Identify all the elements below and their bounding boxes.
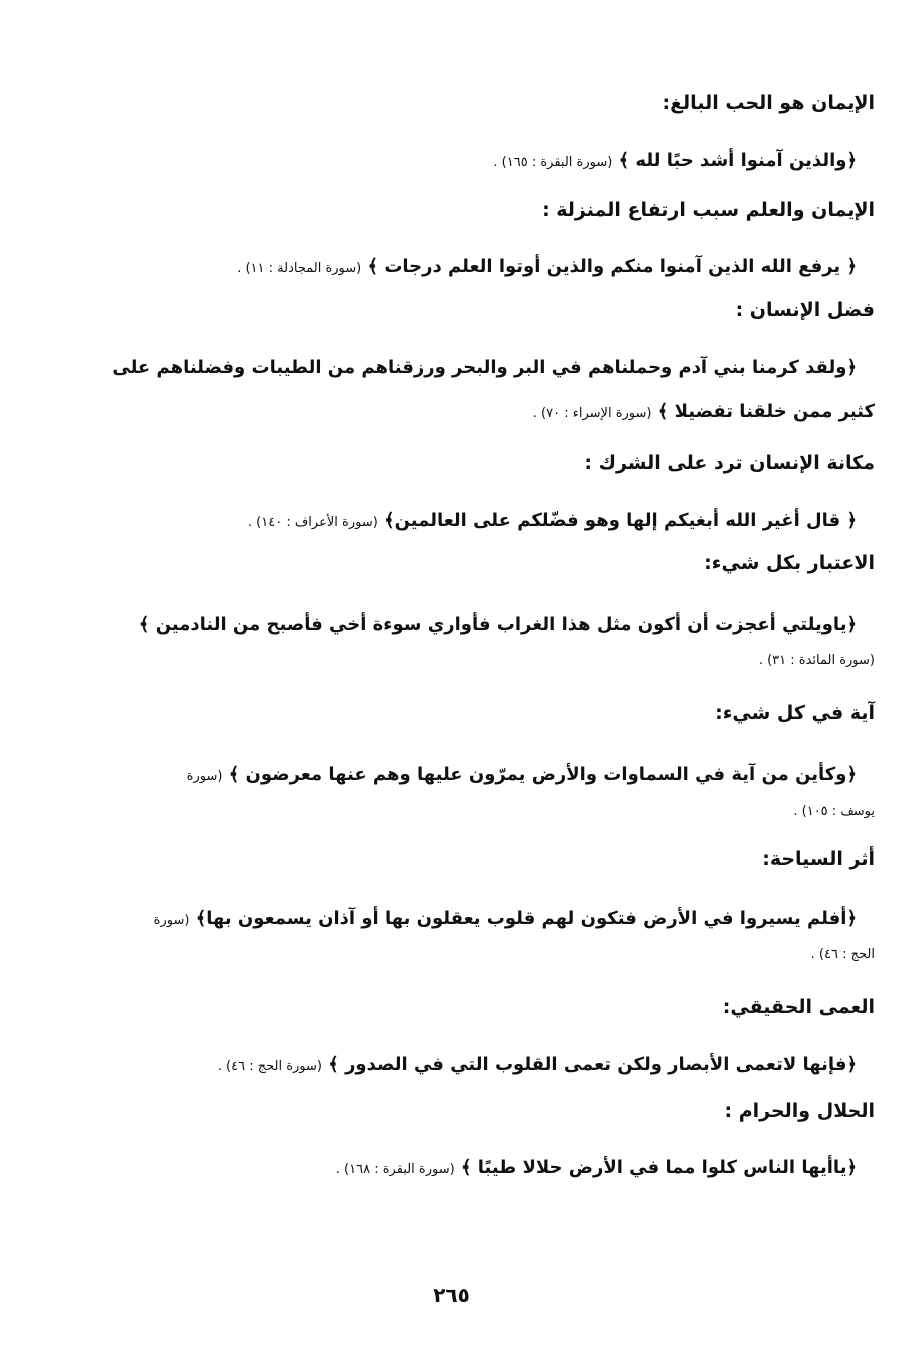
verse-reference: (سورة المائدة : ٣١) . xyxy=(758,653,875,668)
verse-reference: (سورة المجادلة : ١١) . xyxy=(237,261,362,276)
section-heading: الإيمان والعلم سبب ارتفاع المنزلة : xyxy=(542,199,875,221)
verse-line xyxy=(154,906,857,934)
verse-text: ﴿أفلم يسيروا في الأرض فتكون لهم قلوب يعقلون بها أو آذان يسمعون بها﴾ xyxy=(195,908,857,929)
verse-text: ﴿ولقد كرمنا بني آدم وحملناهم في البر والبحر ورزقناهم من الطيبات وفضلناهم على xyxy=(112,357,857,378)
verse-reference: (سورة البقرة : ١٦٨) . xyxy=(335,1162,455,1177)
section-heading: فضل الإنسان : xyxy=(735,299,875,321)
verse-text: ﴿وكأين من آية في السماوات والأرض يمرّون عليها وهم عنها معرضون ﴾ xyxy=(228,764,857,785)
section-heading: الاعتبار بكل شيء: xyxy=(704,552,875,574)
verse-text: ﴿ياويلتي أعجزت أن أكون مثل هذا الغراب فأواري سوءة أخي فأصبح من النادمين ﴾ xyxy=(138,614,857,635)
section-heading: مكانة الإنسان ترد على الشرك : xyxy=(584,452,875,474)
verse-text: ﴿ قال أغير الله أبغيكم إلها وهو فضّلكم على العالمين﴾ xyxy=(384,510,857,531)
verse-line xyxy=(218,1052,857,1080)
verse-text: ﴿ياأيها الناس كلوا مما في الأرض حلالا طيبًا ﴾ xyxy=(460,1157,857,1178)
verse-reference: (سورة xyxy=(153,913,190,928)
verse-reference: (سورة الإسراء : ٧٠) . xyxy=(532,406,652,421)
page-number: ٢٦٥ xyxy=(433,1283,470,1307)
verse-reference: الحج : ٤٦) . xyxy=(810,947,875,962)
verse-text: ﴿ يرفع الله الذين آمنوا منكم والذين أوتوا العلم درجات ﴾ xyxy=(367,256,857,277)
section-heading: الإيمان هو الحب البالغ: xyxy=(662,92,875,114)
section-heading: آية في كل شيء: xyxy=(715,702,875,724)
verse-reference: (سورة الأعراف : ١٤٠) . xyxy=(247,515,378,530)
verse-line xyxy=(336,1155,857,1183)
verse-reference: (سورة البقرة : ١٦٥) . xyxy=(493,155,613,170)
verse-line xyxy=(533,399,875,427)
verse-line xyxy=(112,355,857,381)
verse-reference: (سورة xyxy=(186,769,223,784)
verse-line xyxy=(237,254,857,282)
verse-line xyxy=(187,762,857,790)
verse-text: ﴿والذين آمنوا أشد حبًا لله ﴾ xyxy=(618,150,857,171)
verse-line xyxy=(493,148,857,176)
section-heading: أثر السياحة: xyxy=(762,848,875,870)
verse-text: كثير ممن خلقنا تفضيلا ﴾ xyxy=(657,401,875,422)
verse-text: ﴿فإنها لاتعمى الأبصار ولكن تعمى القلوب التي في الصدور ﴾ xyxy=(328,1054,857,1075)
section-heading: العمى الحقيقي: xyxy=(722,996,875,1018)
verse-reference: يوسف : ١٠٥) . xyxy=(793,804,875,819)
verse-reference: (سورة الحج : ٤٦) . xyxy=(217,1059,322,1074)
verse-line xyxy=(248,508,857,536)
verse-line xyxy=(139,612,857,638)
section-heading: الحلال والحرام : xyxy=(724,1100,875,1122)
